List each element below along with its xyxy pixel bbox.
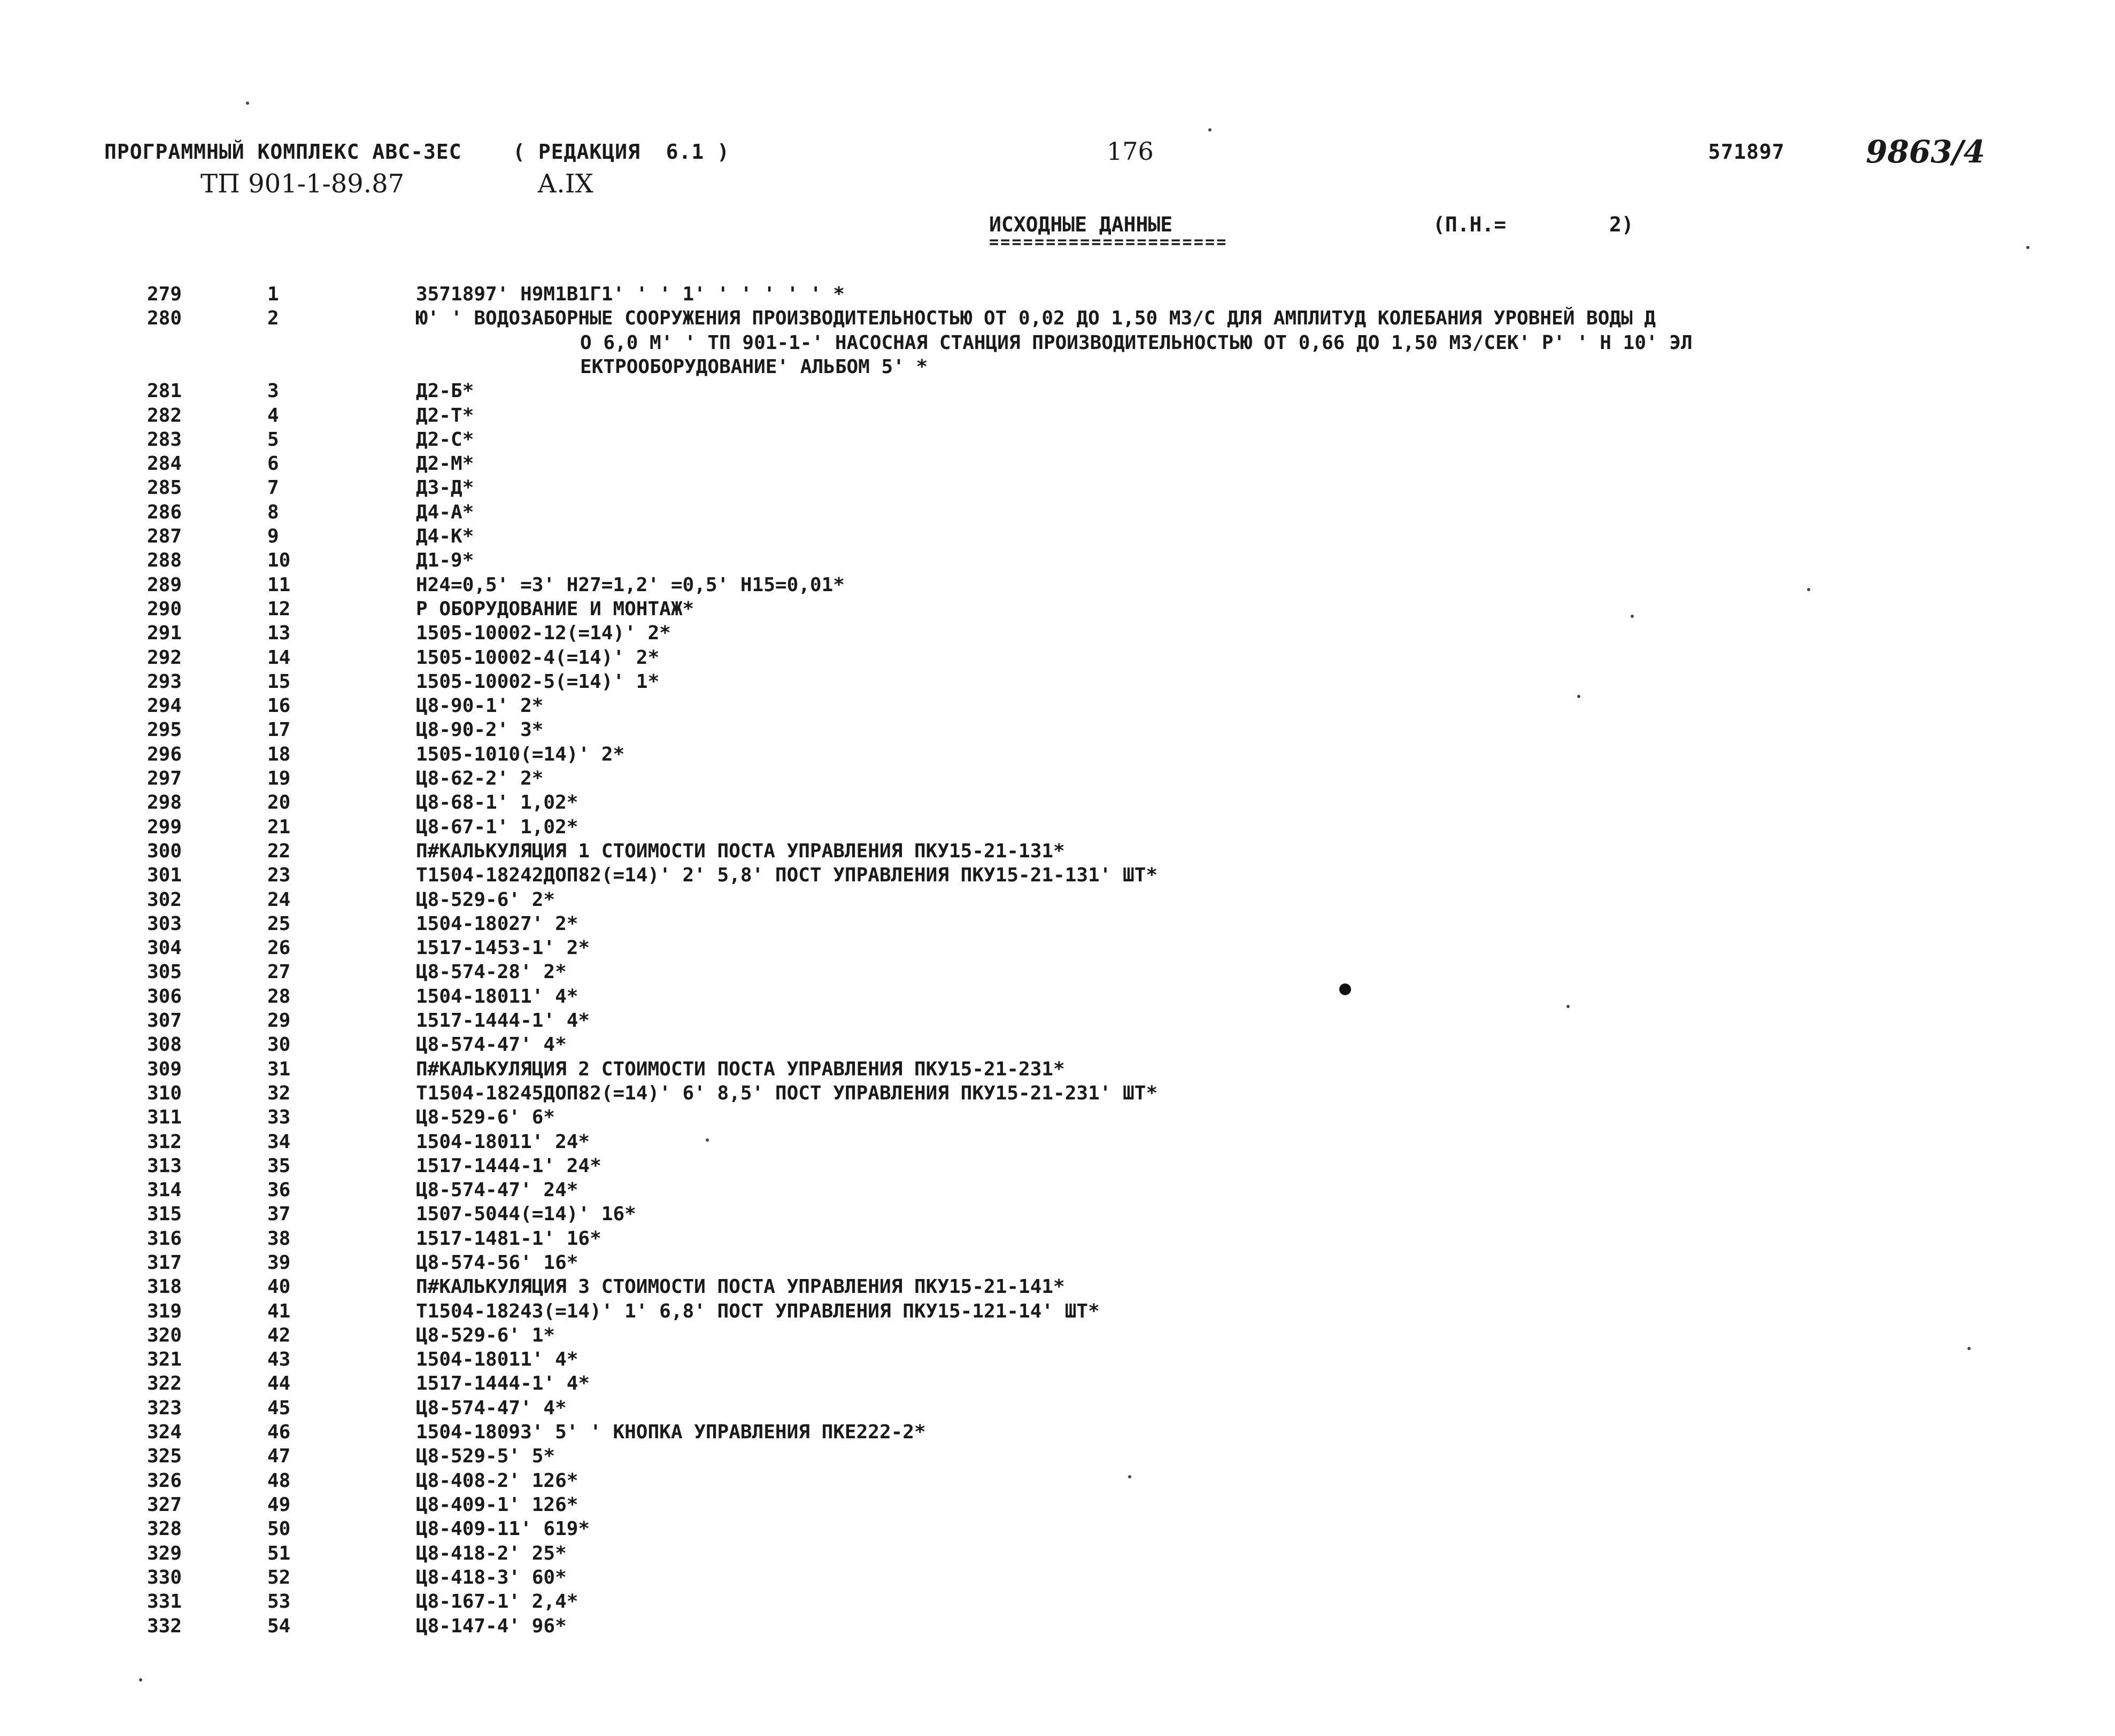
line-number: 5 <box>267 429 279 451</box>
line-number: 9 <box>267 525 279 547</box>
ink-dot <box>1339 983 1351 995</box>
record-text: 1505-1010(=14)' 2* <box>416 743 625 765</box>
record-text: Ц8-418-2' 25* <box>416 1543 567 1564</box>
record-text: Ц8-90-2' 3* <box>416 719 544 741</box>
line-number: 34 <box>267 1131 291 1153</box>
record-text: 1504-18011' 4* <box>416 1348 578 1370</box>
card-number: 314 <box>147 1179 182 1201</box>
card-number: 316 <box>147 1228 182 1250</box>
param-label: (П.Н.= <box>1433 213 1507 236</box>
handwritten-page-number: 176 <box>1107 137 1154 166</box>
line-number: 8 <box>267 501 279 523</box>
line-number: 50 <box>267 1518 291 1540</box>
card-number: 300 <box>147 840 182 862</box>
record-text: 1517-1444-1' 4* <box>416 1010 590 1032</box>
line-number: 7 <box>267 477 279 499</box>
line-number: 32 <box>267 1082 291 1104</box>
line-number: 21 <box>267 816 291 838</box>
card-number: 298 <box>147 792 182 813</box>
card-number: 294 <box>147 695 182 717</box>
line-number: 12 <box>267 598 291 620</box>
record-text: Ц8-574-56' 16* <box>416 1252 578 1274</box>
listing-continuation-line: О 6,0 М' ' ТП 901-1-' НАСОСНАЯ СТАНЦИЯ ПРОИЗВОДИТЕЛЬНОСТЬЮ ОТ 0,66 ДО 1,50 М3/СЕК' Р' ' Н 10' ЭЛ <box>580 332 1693 354</box>
listing-continuation-line: ЕКТРООБОРУДОВАНИЕ' АЛЬБОМ 5' * <box>580 356 928 378</box>
card-number: 284 <box>147 453 182 475</box>
record-text: Ц8-529-5' 5* <box>416 1445 555 1467</box>
card-number: 289 <box>147 574 182 596</box>
line-number: 44 <box>267 1373 291 1394</box>
line-number: 6 <box>267 453 279 475</box>
card-number: 315 <box>147 1203 182 1225</box>
record-text: Т1504-18245ДОП82(=14)' 6' 8,5' ПОСТ УПРАВЛЕНИЯ ПКУ15-21-231' ШТ* <box>416 1082 1158 1104</box>
line-number: 47 <box>267 1445 291 1467</box>
card-number: 279 <box>147 283 182 305</box>
card-number: 308 <box>147 1034 182 1056</box>
line-number: 11 <box>267 574 291 596</box>
line-number: 38 <box>267 1228 291 1250</box>
speck <box>1128 1475 1131 1478</box>
line-number: 13 <box>267 622 291 644</box>
record-text: Ц8-574-47' 24* <box>416 1179 578 1201</box>
card-number: 325 <box>147 1445 182 1467</box>
card-number: 319 <box>147 1300 182 1322</box>
line-number: 48 <box>267 1470 291 1492</box>
record-text: 1505-10002-5(=14)' 1* <box>416 671 660 693</box>
card-number: 321 <box>147 1348 182 1370</box>
card-number: 304 <box>147 937 182 959</box>
line-number: 33 <box>267 1106 291 1128</box>
speck <box>246 102 249 105</box>
record-text: 1517-1453-1' 2* <box>416 937 590 959</box>
line-number: 27 <box>267 961 291 983</box>
section-title: ИСХОДНЫЕ ДАННЫЕ <box>989 213 1173 236</box>
line-number: 16 <box>267 695 291 717</box>
record-text: Ц8-529-6' 1* <box>416 1324 555 1346</box>
record-text: 1504-18093' 5' ' КНОПКА УПРАВЛЕНИЯ ПКЕ222-2* <box>416 1421 926 1443</box>
card-number: 305 <box>147 961 182 983</box>
record-text: 1505-10002-12(=14)' 2* <box>416 622 671 644</box>
line-number: 25 <box>267 913 291 935</box>
line-number: 40 <box>267 1276 291 1298</box>
record-text: П#КАЛЬКУЛЯЦИЯ 2 СТОИМОСТИ ПОСТА УПРАВЛЕНИЯ ПКУ15-21-231* <box>416 1058 1065 1080</box>
card-number: 330 <box>147 1567 182 1588</box>
card-number: 287 <box>147 525 182 547</box>
line-number: 37 <box>267 1203 291 1225</box>
card-number: 285 <box>147 477 182 499</box>
speck <box>1807 588 1810 591</box>
record-text: Т1504-18242ДОП82(=14)' 2' 5,8' ПОСТ УПРАВЛЕНИЯ ПКУ15-21-131' ШТ* <box>416 864 1158 886</box>
section-title-underline: ===================== <box>989 233 1228 252</box>
line-number: 51 <box>267 1543 291 1564</box>
card-number: 281 <box>147 380 182 402</box>
record-text: Ц8-62-2' 2* <box>416 768 544 789</box>
card-number: 301 <box>147 864 182 886</box>
line-number: 46 <box>267 1421 291 1443</box>
card-number: 286 <box>147 501 182 523</box>
speck <box>2026 246 2029 249</box>
line-number: 24 <box>267 889 291 911</box>
record-text: П#КАЛЬКУЛЯЦИЯ 1 СТОИМОСТИ ПОСТА УПРАВЛЕНИЯ ПКУ15-21-131* <box>416 840 1065 862</box>
line-number: 20 <box>267 792 291 813</box>
card-number: 313 <box>147 1155 182 1177</box>
record-text: 1507-5044(=14)' 16* <box>416 1203 636 1225</box>
card-number: 295 <box>147 719 182 741</box>
record-text: Д2-Т* <box>416 405 474 427</box>
card-number: 324 <box>147 1421 182 1443</box>
line-number: 22 <box>267 840 291 862</box>
record-text: 1517-1481-1' 16* <box>416 1228 601 1250</box>
card-number: 331 <box>147 1591 182 1613</box>
record-text: П#КАЛЬКУЛЯЦИЯ 3 СТОИМОСТИ ПОСТА УПРАВЛЕНИЯ ПКУ15-21-141* <box>416 1276 1065 1298</box>
card-number: 322 <box>147 1373 182 1394</box>
record-text: Р ОБОРУДОВАНИЕ И МОНТАЖ* <box>416 598 694 620</box>
speck <box>1208 128 1211 131</box>
record-text: Ц8-409-11' 619* <box>416 1518 590 1540</box>
card-number: 312 <box>147 1131 182 1153</box>
record-text: Д4-А* <box>416 501 474 523</box>
line-number: 49 <box>267 1494 291 1516</box>
card-number: 306 <box>147 986 182 1007</box>
record-text: Д2-Б* <box>416 380 474 402</box>
line-number: 2 <box>267 307 279 329</box>
card-number: 303 <box>147 913 182 935</box>
record-text: Ц8-529-6' 2* <box>416 889 555 911</box>
speck <box>139 1678 142 1681</box>
line-number: 26 <box>267 937 291 959</box>
record-text: Ц8-574-47' 4* <box>416 1397 567 1419</box>
card-number: 307 <box>147 1010 182 1032</box>
record-text: Ц8-574-47' 4* <box>416 1034 567 1056</box>
card-number: 320 <box>147 1324 182 1346</box>
record-text: Д3-Д* <box>416 477 474 499</box>
card-number: 293 <box>147 671 182 693</box>
record-text: Д1-9* <box>416 549 474 571</box>
record-text: 1505-10002-4(=14)' 2* <box>416 647 660 669</box>
line-number: 19 <box>267 768 291 789</box>
card-number: 288 <box>147 549 182 571</box>
card-number: 323 <box>147 1397 182 1419</box>
record-text: Ю' ' ВОДОЗАБОРНЫЕ СООРУЖЕНИЯ ПРОИЗВОДИТЕЛЬНОСТЬЮ ОТ 0,02 ДО 1,50 М3/С ДЛЯ АМПЛИТУД КОЛЕБАНИЯ УРОВНЕЙ ВОДЫ Д <box>416 307 1656 329</box>
line-number: 1 <box>267 283 279 305</box>
card-number: 292 <box>147 647 182 669</box>
line-number: 15 <box>267 671 291 693</box>
record-text: Ц8-147-4' 96* <box>416 1615 567 1637</box>
record-text: Ц8-408-2' 126* <box>416 1470 578 1492</box>
project-number: ТП 901-1-89.87 <box>200 169 405 199</box>
card-number: 296 <box>147 743 182 765</box>
line-number: 36 <box>267 1179 291 1201</box>
line-number: 18 <box>267 743 291 765</box>
line-number: 10 <box>267 549 291 571</box>
card-number: 310 <box>147 1082 182 1104</box>
line-number: 45 <box>267 1397 291 1419</box>
line-number: 23 <box>267 864 291 886</box>
line-number: 3 <box>267 380 279 402</box>
card-number: 328 <box>147 1518 182 1540</box>
record-text: Ц8-67-1' 1,02* <box>416 816 578 838</box>
program-header: ПРОГРАММНЫЙ КОМПЛЕКС АВС-3ЕС ( РЕДАКЦИЯ 6.1 ) <box>104 140 730 164</box>
card-number: 309 <box>147 1058 182 1080</box>
record-text: 1504-18011' 4* <box>416 986 578 1007</box>
card-number: 283 <box>147 429 182 451</box>
record-text: 1517-1444-1' 4* <box>416 1373 590 1394</box>
line-number: 30 <box>267 1034 291 1056</box>
handwritten-sheet-number: 9863/4 <box>1866 134 1985 170</box>
card-number: 311 <box>147 1106 182 1128</box>
card-number: 332 <box>147 1615 182 1637</box>
card-number: 280 <box>147 307 182 329</box>
line-number: 53 <box>267 1591 291 1613</box>
card-number: 318 <box>147 1276 182 1298</box>
record-text: Д2-С* <box>416 429 474 451</box>
card-number: 282 <box>147 405 182 427</box>
line-number: 35 <box>267 1155 291 1177</box>
card-number: 317 <box>147 1252 182 1274</box>
record-text: Д2-М* <box>416 453 474 475</box>
line-number: 52 <box>267 1567 291 1588</box>
card-number: 326 <box>147 1470 182 1492</box>
document-code: 571897 <box>1708 140 1785 164</box>
line-number: 54 <box>267 1615 291 1637</box>
record-text: 1517-1444-1' 24* <box>416 1155 601 1177</box>
line-number: 28 <box>267 986 291 1007</box>
record-text: Ц8-409-1' 126* <box>416 1494 578 1516</box>
card-number: 327 <box>147 1494 182 1516</box>
record-text: Ц8-574-28' 2* <box>416 961 567 983</box>
line-number: 4 <box>267 405 279 427</box>
line-number: 17 <box>267 719 291 741</box>
speck <box>1631 615 1634 618</box>
line-number: 42 <box>267 1324 291 1346</box>
speck <box>1566 1005 1570 1008</box>
line-number: 29 <box>267 1010 291 1032</box>
card-number: 299 <box>147 816 182 838</box>
line-number: 39 <box>267 1252 291 1274</box>
record-text: Д4-К* <box>416 525 474 547</box>
speck <box>706 1138 709 1142</box>
card-number: 297 <box>147 768 182 789</box>
card-number: 329 <box>147 1543 182 1564</box>
album-number: А.IX <box>537 169 593 199</box>
line-number: 43 <box>267 1348 291 1370</box>
record-text: Н24=0,5' =3' Н27=1,2' =0,5' Н15=0,01* <box>416 574 845 596</box>
record-text: Ц8-418-3' 60* <box>416 1567 567 1588</box>
record-text: Ц8-68-1' 1,02* <box>416 792 578 813</box>
line-number: 41 <box>267 1300 291 1322</box>
line-number: 14 <box>267 647 291 669</box>
card-number: 302 <box>147 889 182 911</box>
card-number: 291 <box>147 622 182 644</box>
record-text: 1504-18011' 24* <box>416 1131 590 1153</box>
record-text: Ц8-90-1' 2* <box>416 695 544 717</box>
record-text: Ц8-167-1' 2,4* <box>416 1591 578 1613</box>
speck <box>1967 1347 1971 1350</box>
record-text: Ц8-529-6' 6* <box>416 1106 555 1128</box>
param-value: 2) <box>1609 213 1634 236</box>
record-text: 1504-18027' 2* <box>416 913 578 935</box>
record-text: 3571897' Н9М1В1Г1' ' ' 1' ' ' ' ' ' * <box>416 283 845 305</box>
speck <box>1577 695 1580 698</box>
card-number: 290 <box>147 598 182 620</box>
line-number: 31 <box>267 1058 291 1080</box>
record-text: Т1504-18243(=14)' 1' 6,8' ПОСТ УПРАВЛЕНИЯ ПКУ15-121-14' ШТ* <box>416 1300 1100 1322</box>
